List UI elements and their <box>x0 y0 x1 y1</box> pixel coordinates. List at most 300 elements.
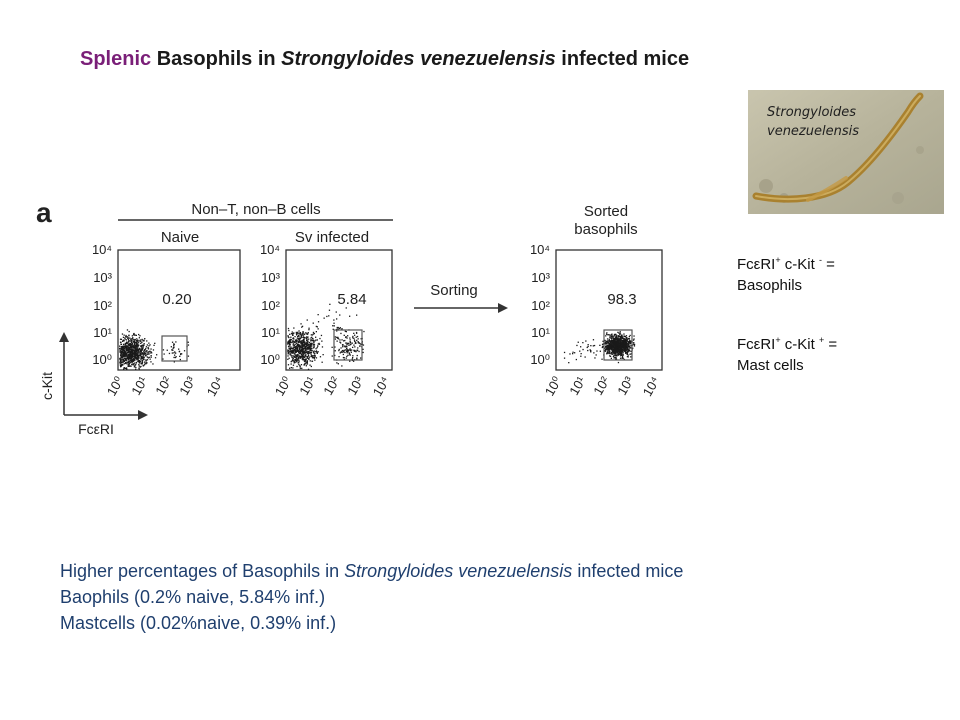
event-dot <box>308 348 309 349</box>
event-dot <box>352 343 353 344</box>
event-dot <box>127 338 128 339</box>
event-dot <box>126 367 127 368</box>
event-dot <box>138 364 139 365</box>
event-dot <box>125 346 126 347</box>
event-dot <box>294 336 295 337</box>
event-dot <box>610 347 611 348</box>
event-dot <box>288 330 289 331</box>
event-dot <box>302 342 303 343</box>
event-dot <box>291 361 292 362</box>
x-tick-label: 10³ <box>614 374 637 398</box>
event-dot <box>338 338 339 339</box>
y-tick-label: 10⁴ <box>259 242 280 257</box>
event-dot <box>298 336 299 337</box>
event-dot <box>142 349 143 350</box>
event-dot <box>126 339 127 340</box>
event-dot <box>614 335 615 336</box>
event-dot <box>358 351 359 352</box>
event-dot <box>618 348 619 349</box>
event-dot <box>348 345 349 346</box>
event-dot <box>292 341 293 342</box>
event-dot <box>148 347 149 348</box>
event-dot <box>299 365 300 366</box>
event-dot <box>329 304 330 305</box>
event-dot <box>606 353 607 354</box>
event-dot <box>615 346 616 347</box>
event-dot <box>609 344 610 345</box>
event-dot <box>314 344 315 345</box>
event-dot <box>143 365 144 366</box>
event-dot <box>174 351 175 352</box>
x-tick-label: 10² <box>590 374 613 398</box>
event-dot <box>317 326 318 327</box>
title-species: Strongyloides venezuelensis <box>281 48 556 70</box>
event-dot <box>139 337 140 338</box>
legend-mast-receptor-sign: + <box>775 335 781 345</box>
event-dot <box>138 334 139 335</box>
event-dot <box>623 348 624 349</box>
event-dot <box>306 362 307 363</box>
event-dot <box>308 355 309 356</box>
event-dot <box>313 352 314 353</box>
event-dot <box>150 359 151 360</box>
event-dot <box>296 356 297 357</box>
event-dot <box>120 360 121 361</box>
event-dot <box>304 345 305 346</box>
event-dot <box>295 342 296 343</box>
event-dot <box>616 349 617 350</box>
event-dot <box>128 335 129 336</box>
event-dot <box>287 355 288 356</box>
y-tick-label: 10³ <box>261 270 280 285</box>
event-dot <box>620 336 621 337</box>
event-dot <box>129 344 130 345</box>
event-dot <box>630 340 631 341</box>
event-dot <box>297 332 298 333</box>
event-dot <box>338 327 339 328</box>
event-dot <box>148 354 149 355</box>
plot-sorted-frame <box>556 250 662 370</box>
event-dot <box>295 352 296 353</box>
event-dot <box>572 352 573 353</box>
event-dot <box>353 361 354 362</box>
event-dot <box>626 337 627 338</box>
photo-caption-line2: venezuelensis <box>767 124 859 139</box>
event-dot <box>297 359 298 360</box>
event-dot <box>576 359 577 360</box>
event-dot <box>188 342 189 343</box>
event-dot <box>125 363 126 364</box>
event-dot <box>349 316 350 317</box>
event-dot <box>145 349 146 350</box>
event-dot <box>140 345 141 346</box>
event-dot <box>142 345 143 346</box>
event-dot <box>127 346 128 347</box>
y-tick-label: 10³ <box>531 270 550 285</box>
event-dot <box>121 353 122 354</box>
event-dot <box>123 340 124 341</box>
event-dot <box>287 350 288 351</box>
event-dot <box>336 337 337 338</box>
event-dot <box>620 358 621 359</box>
event-dot <box>307 356 308 357</box>
event-dot <box>304 348 305 349</box>
event-dot <box>343 340 344 341</box>
event-dot <box>346 358 347 359</box>
event-dot <box>313 357 314 358</box>
event-dot <box>291 352 292 353</box>
event-dot <box>345 346 346 347</box>
event-dot <box>607 334 608 335</box>
event-dot <box>289 346 290 347</box>
event-dot <box>606 346 607 347</box>
event-dot <box>289 334 290 335</box>
event-dot <box>294 353 295 354</box>
event-dot <box>123 353 124 354</box>
event-dot <box>582 349 583 350</box>
event-dot <box>141 350 142 351</box>
event-dot <box>295 359 296 360</box>
plot-naive <box>118 250 240 370</box>
event-dot <box>593 339 594 340</box>
event-dot <box>129 366 130 367</box>
event-dot <box>145 353 146 354</box>
event-dot <box>155 357 156 358</box>
event-dot <box>131 357 132 358</box>
event-dot <box>357 336 358 337</box>
event-dot <box>622 354 623 355</box>
event-dot <box>124 358 125 359</box>
event-dot <box>304 361 305 362</box>
event-dot <box>338 350 339 351</box>
event-dot <box>614 345 615 346</box>
event-dot <box>144 362 145 363</box>
event-dot <box>309 345 310 346</box>
event-dot <box>290 348 291 349</box>
event-dot <box>304 352 305 353</box>
event-dot <box>587 350 588 351</box>
summary-text <box>60 558 683 636</box>
event-dot <box>133 339 134 340</box>
event-dot <box>621 335 622 336</box>
event-dot <box>293 344 294 345</box>
event-dot <box>618 335 619 336</box>
event-dot <box>356 315 357 316</box>
event-dot <box>311 334 312 335</box>
event-dot <box>126 369 127 370</box>
event-dot <box>292 367 293 368</box>
event-dot <box>132 340 133 341</box>
event-dot <box>628 355 629 356</box>
event-dot <box>336 318 337 319</box>
event-dot <box>311 340 312 341</box>
event-dot <box>129 338 130 339</box>
x-tick-label: 10² <box>152 374 175 398</box>
event-dot <box>351 352 352 353</box>
event-dot <box>629 340 630 341</box>
event-dot <box>298 338 299 339</box>
event-dot <box>605 346 606 347</box>
event-dot <box>132 361 133 362</box>
event-dot <box>354 351 355 352</box>
event-dot <box>135 369 136 370</box>
event-dot <box>564 352 565 353</box>
event-dot <box>132 342 133 343</box>
event-dot <box>313 323 314 324</box>
event-dot <box>619 346 620 347</box>
event-dot <box>132 338 133 339</box>
event-dot <box>288 328 289 329</box>
event-dot <box>299 345 300 346</box>
event-dot <box>133 348 134 349</box>
event-dot <box>130 355 131 356</box>
event-dot <box>296 358 297 359</box>
event-dot <box>312 355 313 356</box>
event-dot <box>615 339 616 340</box>
event-dot <box>615 347 616 348</box>
event-dot <box>310 360 311 361</box>
event-dot <box>294 361 295 362</box>
panel-naive-label: Naive <box>160 229 200 246</box>
event-dot <box>594 345 595 346</box>
plot-infected-gate-value: 5.84 <box>337 291 367 308</box>
event-dot <box>125 338 126 339</box>
event-dot <box>142 358 143 359</box>
event-dot <box>605 341 606 342</box>
title-suffix: infected mice <box>555 48 690 70</box>
event-dot <box>139 360 140 361</box>
event-dot <box>297 354 298 355</box>
event-dot <box>594 357 595 358</box>
event-dot <box>145 355 146 356</box>
event-dot <box>622 348 623 349</box>
event-dot <box>307 363 308 364</box>
event-dot <box>329 310 330 311</box>
event-dot <box>179 356 180 357</box>
event-dot <box>618 341 619 342</box>
event-dot <box>605 350 606 351</box>
event-dot <box>349 348 350 349</box>
event-dot <box>301 347 302 348</box>
event-dot <box>119 346 120 347</box>
flow-cytometry-figure <box>0 180 720 450</box>
event-dot <box>305 363 306 364</box>
event-dot <box>142 360 143 361</box>
event-dot <box>613 354 614 355</box>
event-dot <box>599 345 600 346</box>
event-dot <box>307 341 308 342</box>
event-dot <box>332 325 333 326</box>
event-dot <box>310 340 311 341</box>
event-dot <box>130 358 131 359</box>
event-dot <box>123 356 124 357</box>
event-dot <box>137 348 138 349</box>
event-dot <box>122 349 123 350</box>
event-dot <box>132 345 133 346</box>
event-dot <box>139 351 140 352</box>
event-dot <box>629 347 630 348</box>
event-dot <box>128 364 129 365</box>
event-dot <box>357 347 358 348</box>
event-dot <box>317 346 318 347</box>
event-dot <box>340 347 341 348</box>
event-dot <box>288 364 289 365</box>
event-dot <box>345 336 346 337</box>
event-dot <box>354 346 355 347</box>
event-dot <box>630 342 631 343</box>
event-dot <box>176 356 177 357</box>
event-dot <box>346 344 347 345</box>
event-dot <box>135 367 136 368</box>
event-dot <box>335 350 336 351</box>
event-dot <box>318 328 319 329</box>
event-dot <box>318 351 319 352</box>
event-dot <box>298 362 299 363</box>
event-dot <box>126 343 127 344</box>
legend-mast-cell: Mast cells <box>737 357 804 374</box>
event-dot <box>630 343 631 344</box>
plot-infected <box>286 250 392 370</box>
event-dot <box>296 366 297 367</box>
event-dot <box>180 359 181 360</box>
event-dot <box>615 357 616 358</box>
event-dot <box>147 344 148 345</box>
event-dot <box>343 354 344 355</box>
event-dot <box>307 319 308 320</box>
event-dot <box>129 331 130 332</box>
event-dot <box>588 344 589 345</box>
legend-basophils <box>737 250 937 296</box>
event-dot <box>346 331 347 332</box>
event-dot <box>617 340 618 341</box>
y-tick-label: 10¹ <box>261 325 280 340</box>
event-dot <box>164 353 165 354</box>
event-dot <box>295 350 296 351</box>
event-dot <box>617 338 618 339</box>
event-dot <box>308 332 309 333</box>
x-tick-label: 10⁰ <box>541 374 565 399</box>
event-dot <box>623 335 624 336</box>
event-dot <box>136 343 137 344</box>
event-dot <box>613 338 614 339</box>
event-dot <box>345 349 346 350</box>
event-dot <box>146 340 147 341</box>
event-dot <box>133 352 134 353</box>
x-tick-label: 10³ <box>344 374 367 398</box>
event-dot <box>124 361 125 362</box>
event-dot <box>135 352 136 353</box>
event-dot <box>290 337 291 338</box>
event-dot <box>144 343 145 344</box>
event-dot <box>306 352 307 353</box>
y-axis-label: c-Kit <box>39 372 55 400</box>
event-dot <box>311 348 312 349</box>
event-dot <box>128 351 129 352</box>
event-dot <box>153 349 154 350</box>
plot-sorted-gate-value: 98.3 <box>607 291 637 308</box>
event-dot <box>341 328 342 329</box>
event-dot <box>129 359 130 360</box>
event-dot <box>294 357 295 358</box>
legend-basophils-receptor-sign: + <box>775 255 781 265</box>
event-dot <box>303 332 304 333</box>
event-dot <box>616 341 617 342</box>
event-dot <box>306 336 307 337</box>
event-dot <box>304 364 305 365</box>
event-dot <box>133 359 134 360</box>
event-dot <box>134 363 135 364</box>
event-dot <box>581 353 582 354</box>
event-dot <box>126 354 127 355</box>
event-dot <box>609 351 610 352</box>
event-dot <box>626 335 627 336</box>
event-dot <box>337 341 338 342</box>
event-dot <box>301 357 302 358</box>
event-dot <box>292 335 293 336</box>
event-dot <box>171 349 172 350</box>
event-dot <box>296 334 297 335</box>
event-dot <box>342 346 343 347</box>
event-dot <box>627 352 628 353</box>
event-dot <box>344 335 345 336</box>
event-dot <box>297 350 298 351</box>
event-dot <box>314 360 315 361</box>
event-dot <box>137 350 138 351</box>
event-dot <box>297 344 298 345</box>
y-tick-label: 10³ <box>93 270 112 285</box>
event-dot <box>574 352 575 353</box>
event-dot <box>612 350 613 351</box>
event-dot <box>623 333 624 334</box>
event-dot <box>141 351 142 352</box>
event-dot <box>340 333 341 334</box>
event-dot <box>141 353 142 354</box>
event-dot <box>141 363 142 364</box>
event-dot <box>308 369 309 370</box>
event-dot <box>287 359 288 360</box>
event-dot <box>298 346 299 347</box>
event-dot <box>178 349 179 350</box>
sorted-header-line1: Sorted <box>583 203 629 220</box>
event-dot <box>627 344 628 345</box>
event-dot <box>619 338 620 339</box>
event-dot <box>580 346 581 347</box>
event-dot <box>354 335 355 336</box>
event-dot <box>619 343 620 344</box>
event-dot <box>127 336 128 337</box>
event-dot <box>188 344 189 345</box>
event-dot <box>307 360 308 361</box>
event-dot <box>126 362 127 363</box>
event-dot <box>138 368 139 369</box>
x-axis-label: FcεRI <box>78 421 114 437</box>
event-dot <box>590 349 591 350</box>
event-dot <box>351 349 352 350</box>
event-dot <box>299 356 300 357</box>
event-dot <box>123 345 124 346</box>
event-dot <box>627 356 628 357</box>
event-dot <box>307 345 308 346</box>
event-dot <box>305 344 306 345</box>
event-dot <box>611 338 612 339</box>
event-dot <box>289 358 290 359</box>
y-tick-label: 10⁰ <box>92 352 112 367</box>
event-dot <box>135 354 136 355</box>
event-dot <box>148 343 149 344</box>
event-dot <box>614 334 615 335</box>
event-dot <box>301 344 302 345</box>
event-dot <box>346 337 347 338</box>
